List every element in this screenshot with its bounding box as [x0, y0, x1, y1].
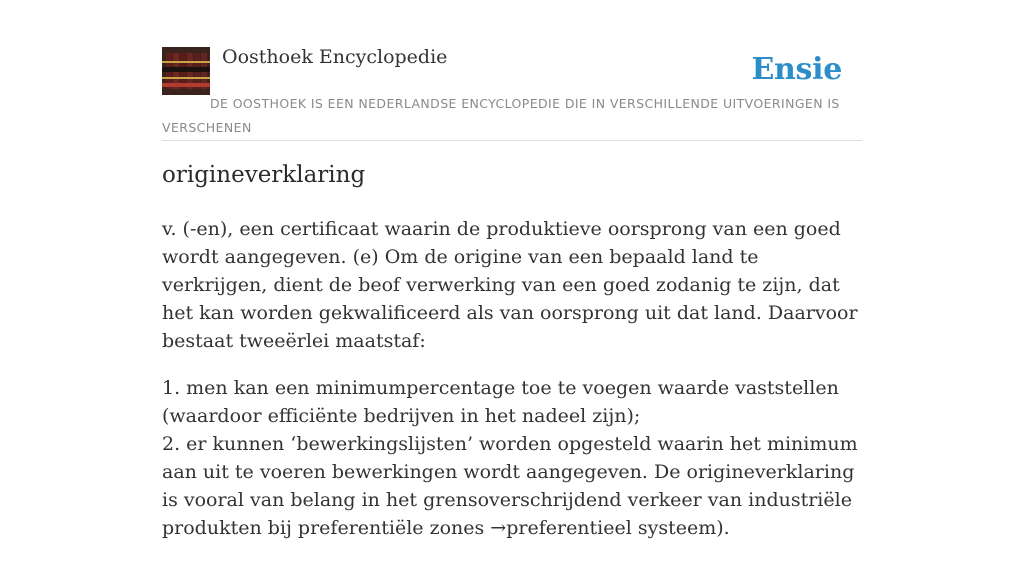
cross-reference-arrow: →: [490, 517, 507, 539]
site-name[interactable]: Oosthoek Encyclopedie: [222, 46, 448, 68]
criteria-item-2-end: ).: [716, 517, 730, 539]
site-tagline: DE OOSTHOEK IS EEN NEDERLANDSE ENCYCLOPEDIE DIE IN VERSCHILLENDE UITVOERINGEN IS VERSCHENEN: [162, 96, 840, 135]
criteria-item-1: 1. men kan een minimumpercentage toe te voegen waarde vaststellen (waardoor efficiënte bedrijven in het nadeel zijn);: [162, 377, 839, 427]
encyclopedia-books-avatar[interactable]: [162, 47, 210, 95]
article-title: origineverklaring: [162, 162, 366, 188]
books-icon: [162, 47, 210, 95]
article-body: [162, 215, 867, 561]
article-paragraph-criteria: [162, 374, 867, 542]
page-container: [162, 0, 862, 539]
criteria-item-2: 2. er kunnen ‘bewerkingslijsten’ worden opgesteld waarin het minimum aan uit te voeren bewerkingen wordt aangegeven. De origineverklaring is vooral van belang in het grensoverschrijdend verkeer van industriële produkten bij preferentiële zones: [162, 433, 858, 539]
cross-reference-link[interactable]: preferentieel systeem: [506, 517, 717, 539]
ensie-logo-link[interactable]: Ensie: [751, 52, 842, 87]
site-header: [162, 0, 862, 141]
article-paragraph-definition: v. (-en), een certificaat waarin de produktieve oorsprong van een goed wordt aangegeven. (e) Om de origine van een bepaald land te verkrijgen, dient de beof verwerking van een goed zodanig te zijn, dat het kan worden gekwalificeerd als van oorsprong uit dat land. Daarvoor bestaat tweeërlei maatstaf:: [162, 218, 858, 352]
